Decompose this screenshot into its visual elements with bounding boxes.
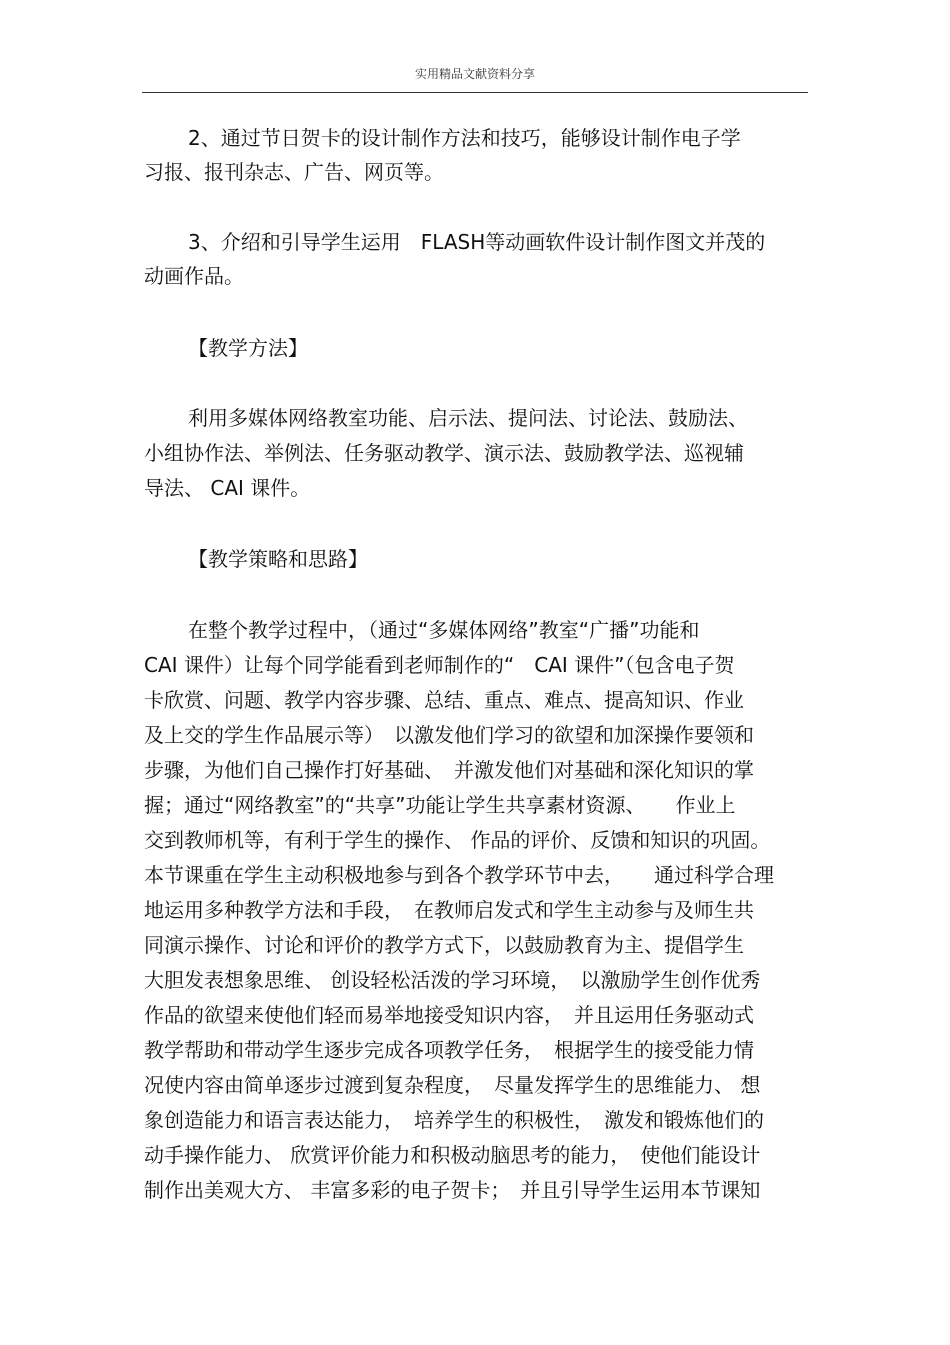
text-line: 况使内容由简单逐步过渡到复杂程度， 尽量发挥学生的思维能力、 想	[144, 1073, 761, 1097]
text-line: 小组协作法、举例法、任务驱动教学、演示法、鼓励教学法、巡视辅	[144, 441, 744, 465]
header-title: 实用精品文献资料分享	[414, 67, 535, 81]
text-line: 3、介绍和引导学生运用 FLASH等动画软件设计制作图文并茂的	[188, 230, 766, 254]
text-line: 教学帮助和带动学生逐步完成各项教学任务， 根据学生的接受能力情	[144, 1038, 754, 1062]
text-line: 握；通过“网络教室”的“共享”功能让学生共享素材资源、 作业上	[144, 793, 736, 817]
text-line: 本节课重在学生主动积极地参与到各个教学环节中去， 通过科学合理	[144, 863, 774, 887]
text-line: 卡欣赏、问题、教学内容步骤、总结、重点、难点、提高知识、作业	[144, 688, 744, 712]
text-line: 2、通过节日贺卡的设计制作方法和技巧，能够设计制作电子学	[188, 126, 741, 150]
section-heading: 【教学策略和思路】	[188, 547, 368, 571]
text-line: 象创造能力和语言表达能力， 培养学生的积极性， 激发和锻炼他们的	[144, 1108, 764, 1132]
text-line: 同演示操作、讨论和评价的教学方式下，以鼓励教育为主、提倡学生	[144, 933, 744, 957]
text-line: 交到教师机等，有利于学生的操作、 作品的评价、反馈和知识的巩固。	[144, 828, 771, 852]
text-line: 利用多媒体网络教室功能、启示法、提问法、讨论法、鼓励法、	[188, 406, 748, 430]
section-heading: 【教学方法】	[188, 336, 308, 360]
text-line: 制作出美观大方、 丰富多彩的电子贺卡； 并且引导学生运用本节课知	[144, 1178, 761, 1202]
text-line: 在整个教学过程中，（通过“多媒体网络”教室“广播”功能和	[188, 618, 700, 642]
text-line: 作品的欲望来使他们轻而易举地接受知识内容， 并且运用任务驱动式	[144, 1003, 754, 1027]
text-line: 动手操作能力、 欣赏评价能力和积极动脑思考的能力， 使他们能设计	[144, 1143, 761, 1167]
text-line: 习报、报刊杂志、广告、网页等。	[144, 160, 444, 184]
text-line: 及上交的学生作品展示等） 以激发他们学习的欲望和加深操作要领和	[144, 723, 754, 747]
text-line: 动画作品。	[144, 264, 244, 288]
text-line: CAI 课件）让每个同学能看到老师制作的“ CAI 课件”（包含电子贺	[144, 653, 735, 677]
page-header	[142, 64, 808, 93]
text-line: 步骤，为他们自己操作打好基础、 并激发他们对基础和深化知识的掌	[144, 758, 754, 782]
text-line: 导法、 CAI 课件。	[144, 476, 311, 500]
text-line: 大胆发表想象思维、 创设轻松活泼的学习环境， 以激励学生创作优秀	[144, 968, 761, 992]
text-line: 地运用多种教学方法和手段， 在教师启发式和学生主动参与及师生共	[144, 898, 754, 922]
